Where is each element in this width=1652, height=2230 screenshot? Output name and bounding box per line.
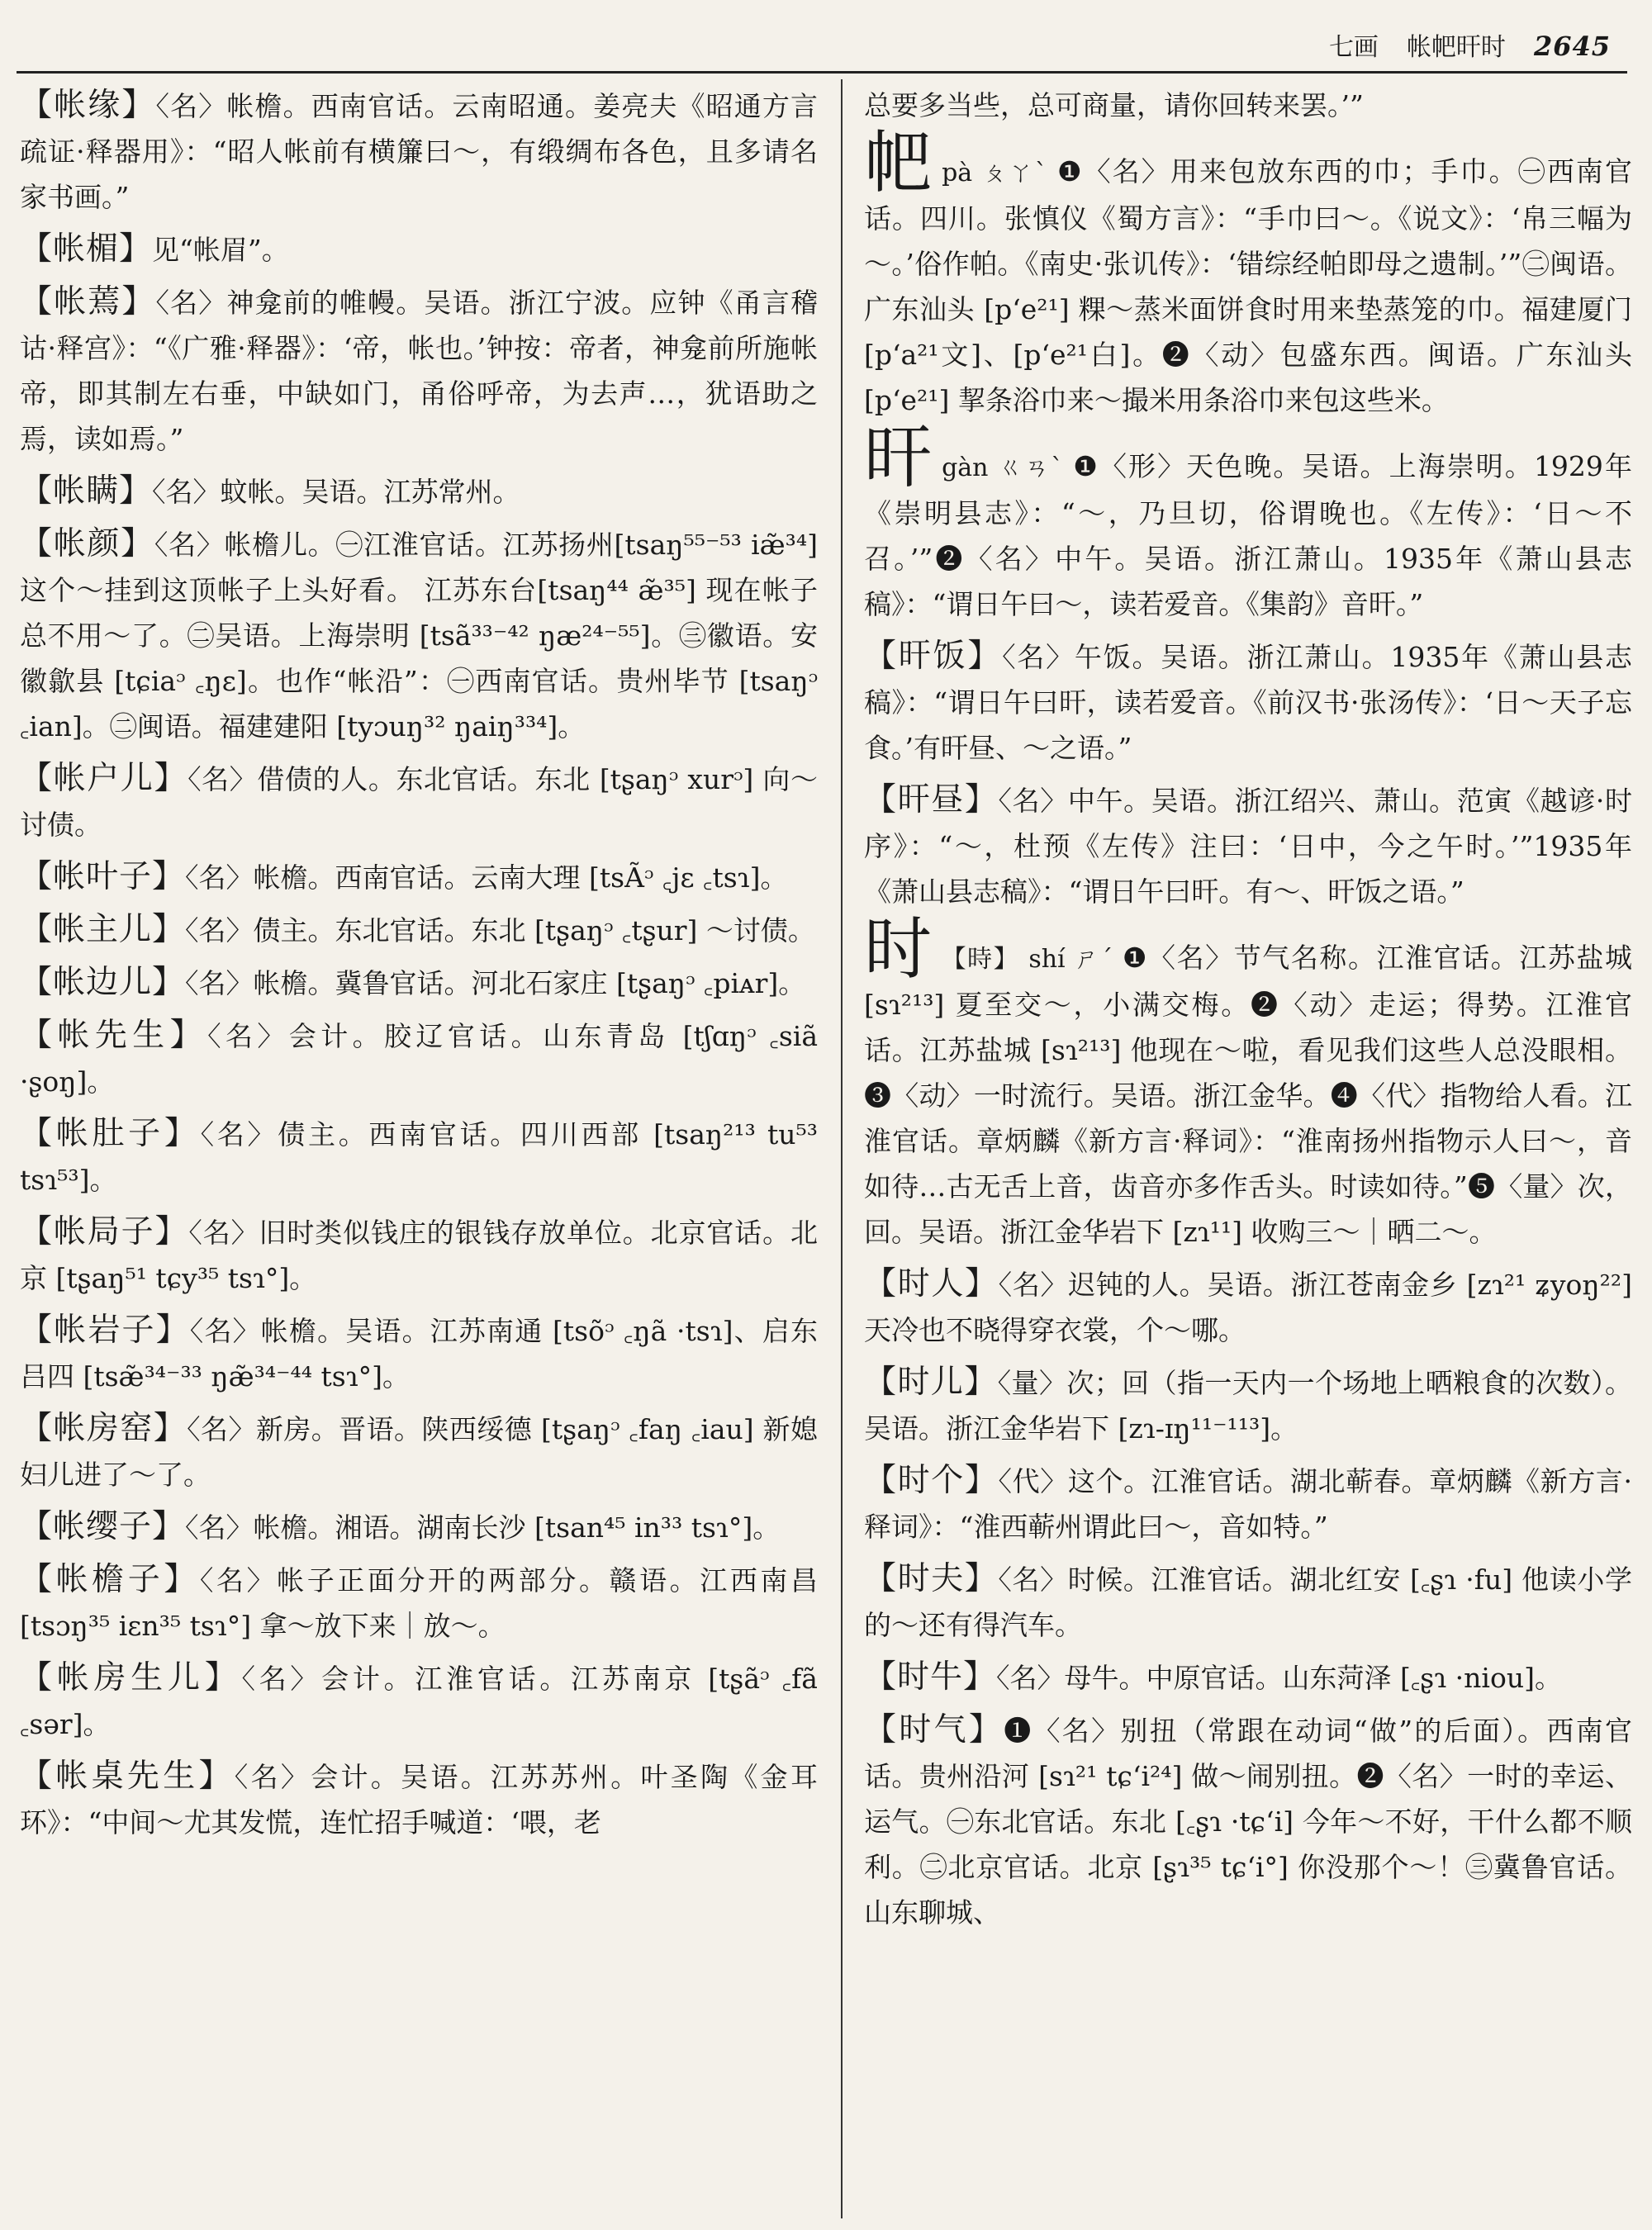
entry-headword: 【帐主儿】 xyxy=(20,911,186,948)
entry-definition: 〈名〉会计。吴语。江苏苏州。叶圣陶《金耳环》：“中间～尤其发慌，连忙招手喊道：‘喂，老 xyxy=(20,1761,818,1839)
entry-definition: 〈名〉蚊帐。吴语。江苏常州。 xyxy=(152,476,520,508)
entry-headword: 【帐局子】 xyxy=(20,1213,189,1250)
header-rule xyxy=(17,71,1627,74)
entry-headword: 【帐先生】 xyxy=(20,1017,208,1054)
entry-definition: ❶〈名〉别扭（常跟在动词“做”的后面）。西南官话。贵州沿河 [sɿ²¹ tɕ‘i²⁴] 做～闹别扭。❷〈名〉一时的幸运、运气。㊀东北官话。东北 [꜀ʂɿ ·tɕ‘i] 今年～不好，干什么都不顺利。㊁北京官话。北京 [ʂɿ³⁵ tɕ‘i°] 你没那个～！㊂冀鲁官话。山东聊城、 xyxy=(864,1715,1632,1929)
entry-definition: 〈名〉帐檐。西南官话。云南昭通。姜亮夫《昭通方言疏证·释器用》：“昭人帐前有横簾曰～，有缎绸布各色，且多请名家书画。” xyxy=(20,90,818,213)
entry-character: 帊 xyxy=(864,124,934,202)
entry-definition: ❶〈名〉用来包放东西的巾；手巾。㊀西南官话。四川。张慎仪《蜀方言》：“手巾曰～。《说文》：‘帛三幅为～。’俗作帕。《南史·张讥传》：‘错综经帕即母之遗制。’”㊁闽语。广东汕头 [p‘e²¹] 粿～蒸米面饼食时用来垫蒸笼的巾。福建厦门[p‘a²¹文]、[p‘e²¹白]。❷〈动〉包盛东西。闽语。广东汕头 [p‘e²¹] 挈条浴巾来～撮米用条浴巾来包这些米。 xyxy=(864,155,1632,416)
dictionary-entry xyxy=(864,1261,1632,1353)
header-section: 七画 xyxy=(1328,33,1379,62)
entry-definition: 〈名〉借债的人。东北官话。东北 [tʂaŋᵓ xurᵓ] 向～讨债。 xyxy=(20,763,818,841)
entry-definition: ❶〈形〉天色晚。吴语。上海崇明。1929年《崇明县志》：“～，乃旦切，俗谓晚也。《左传》：‘日～不召。’”❷〈名〉中午。吴语。浙江萧山。1935年《萧山县志稿》：“谓日午曰～，读若爱音。《集韵》音旰。” xyxy=(864,450,1632,620)
entry-definition: 〈名〉帐檐。西南官话。云南大理 [tsÃᵓ ꜀jɛ ꜀tsɿ]。 xyxy=(185,861,788,894)
entry-pinyin: 【時】 shí ㄕˊ xyxy=(941,945,1114,974)
entry-headword: 【时个】 xyxy=(864,1462,999,1499)
entry-character: 旰 xyxy=(864,419,934,497)
dictionary-entry xyxy=(864,1359,1632,1451)
dictionary-entry xyxy=(20,1307,818,1399)
entry-headword: 【帐房生儿】 xyxy=(20,1659,242,1696)
entry-character: 时 xyxy=(864,910,933,989)
entry-headword: 【帐肚子】 xyxy=(20,1115,201,1152)
entry-definition: 〈量〉次；回（指一天内一个场地上晒粮食的次数）。吴语。浙江金华岩下 [zɿ-ɪŋ¹¹⁻¹¹³]。 xyxy=(864,1367,1632,1445)
dictionary-entry xyxy=(20,1406,818,1497)
entry-headword: 【帐缨子】 xyxy=(20,1508,186,1545)
character-entry xyxy=(864,910,1632,1255)
column-divider xyxy=(841,79,843,2218)
entry-definition: 〈名〉旧时类似钱庄的银钱存放单位。北京官话。北京 [tʂaŋ⁵¹ tɕy³⁵ tsɿ°]。 xyxy=(20,1217,818,1294)
dictionary-entry xyxy=(20,854,818,900)
entry-headword: 【帐蔫】 xyxy=(20,283,156,320)
entry-definition: 〈名〉债主。西南官话。四川西部 [tsaŋ²¹³ tu⁵³ tsɿ⁵³]。 xyxy=(20,1118,818,1196)
entry-definition: ❶〈名〉节气名称。江淮官话。江苏盐城 [sɿ²¹³] 夏至交～，小满交梅。❷〈动〉走运；得势。江淮官话。江苏盐城 [sɿ²¹³] 他现在～啦，看见我们这些人总没眼相。❸〈动〉一时流行。吴语。浙江金华。❹〈代〉指物给人看。江淮官话。章炳麟《新方言·释词》：“淮南扬州指物示人曰～，音如待…古无舌上音，齿音亦多作舌头。时读如待。”❺〈量〉次，回。吴语。浙江金华岩下 [zɿ¹¹] 收购三～｜晒二～。 xyxy=(864,942,1632,1248)
entry-definition: 〈名〉午饭。吴语。浙江萧山。1935年《萧山县志稿》：“谓日午曰旰，读若爱音。《前汉书·张汤传》：‘日～天子忘食。’有旰昼、～之语。” xyxy=(864,641,1632,764)
dictionary-entry xyxy=(20,960,818,1006)
entry-definition: 〈名〉债主。东北官话。东北 [tʂaŋᵓ ꜀tʂur] ～讨债。 xyxy=(185,914,815,947)
entry-definition: 〈名〉新房。晋语。陕西绥德 [tʂaŋᵓ ꜀faŋ ꜀iau] 新媳妇儿进了～了。 xyxy=(20,1413,818,1491)
entry-headword: 【帐叶子】 xyxy=(20,858,186,895)
entry-headword: 【帐岩子】 xyxy=(20,1312,190,1349)
running-header xyxy=(1222,26,1611,68)
dictionary-entry xyxy=(20,468,818,515)
dictionary-entry xyxy=(20,1013,818,1104)
page-number: 2645 xyxy=(1533,31,1611,62)
entry-headword: 【帐楣】 xyxy=(20,230,153,268)
entry-definition: 见“帐眉”。 xyxy=(152,234,289,266)
dictionary-entry xyxy=(864,777,1632,914)
entry-definition: 〈名〉会计。胶辽官话。山东青岛 [tʃɑŋᵓ ꜀siã ·ʂoŋ]。 xyxy=(20,1020,818,1098)
dictionary-entry xyxy=(864,1458,1632,1549)
entry-headword: 【帐房窑】 xyxy=(20,1410,188,1447)
entry-definition: 〈名〉帐檐。吴语。江苏南通 [tsõᵓ ꜀ŋã ·tsɿ]、启东吕四 [tsæ̃³⁴⁻³³ ŋæ̃³⁴⁻⁴⁴ tsɿ°]。 xyxy=(20,1315,818,1393)
dictionary-entry xyxy=(20,521,818,749)
entry-headword: 【帐缘】 xyxy=(20,87,156,124)
right-column xyxy=(864,83,1632,1942)
entry-headword: 【帐檐子】 xyxy=(20,1561,200,1598)
entry-definition: 〈名〉帐子正面分开的两部分。赣语。江西南昌 [tsɔŋ³⁵ iɛn³⁵ tsɿ°] 拿～放下来｜放～。 xyxy=(20,1564,818,1642)
dictionary-entry xyxy=(864,633,1632,771)
entry-headword: 【帐桌先生】 xyxy=(20,1758,235,1795)
header-chars: 帐帊旰时 xyxy=(1406,33,1506,62)
continued-text: 总要多当些，总可商量，请你回转来罢。’” xyxy=(864,89,1364,121)
entry-pinyin: pà ㄆㄚˋ xyxy=(942,159,1049,187)
dictionary-entry xyxy=(20,756,818,847)
left-column xyxy=(20,83,818,1852)
dictionary-entry xyxy=(864,1556,1632,1648)
entry-headword: 【时儿】 xyxy=(864,1364,998,1401)
entry-definition: 〈名〉帐檐。冀鲁官话。河北石家庄 [tʂaŋᵓ ꜀piᴀr]。 xyxy=(185,967,806,999)
entry-headword: 【时牛】 xyxy=(864,1658,997,1696)
entry-definition: 〈名〉神龛前的帷幔。吴语。浙江宁波。应钟《甬言稽诂·释宫》：“《广雅·释器》：‘帝，帐也。’钟按：帝者，神龛前所施帐帝，即其制左右垂，中缺如门，甬俗呼帝，为去声…，犹语助之焉，读如焉。” xyxy=(20,287,818,455)
entry-headword: 【时人】 xyxy=(864,1265,999,1302)
entry-headword: 【旰昼】 xyxy=(864,781,999,818)
dictionary-entry xyxy=(20,1655,818,1747)
entry-headword: 【帐边儿】 xyxy=(20,964,186,1001)
dictionary-entry xyxy=(20,1557,818,1649)
dictionary-entry xyxy=(864,1654,1632,1701)
dictionary-entry xyxy=(20,1753,818,1845)
dictionary-entry xyxy=(20,279,818,462)
entry-headword: 【帐户儿】 xyxy=(20,760,188,797)
entry-definition: 〈名〉迟钝的人。吴语。浙江苍南金乡 [zɿ²¹ ʑyoŋ²²] 天冷也不晓得穿衣裳，个～哪。 xyxy=(864,1269,1632,1346)
entry-headword: 【时气】 xyxy=(864,1711,1004,1748)
entry-headword: 【帐瞒】 xyxy=(20,472,153,510)
entry-pinyin: gàn ㄍㄢˋ xyxy=(942,453,1066,482)
character-entry xyxy=(864,124,1632,423)
entry-headword: 【帐颜】 xyxy=(20,525,154,562)
entry-definition: 〈名〉帐檐儿。㊀江淮官话。江苏扬州[tsaŋ⁵⁵⁻⁵³ iæ̃³⁴] 这个～挂到这顶帐子上头好看。 江苏东台[tsaŋ⁴⁴ æ̃³⁵] 现在帐子总不用～了。㊁吴语。上海崇明 [tsã³³⁻⁴² ŋæ²⁴⁻⁵⁵]。㊂徽语。安徽歙县 [tɕiaᵓ ꜀ŋɛ]。也作“帐沿”：㊀西南官话。贵州毕节 [tsaŋᵓ ꜀ian]。㊁闽语。福建建阳 [tyɔuŋ³² ŋaiŋ³³⁴]。 xyxy=(20,529,818,743)
dictionary-entry xyxy=(20,1209,818,1301)
character-entry xyxy=(864,419,1632,627)
dictionary-entry xyxy=(20,226,818,273)
entry-headword: 【时夫】 xyxy=(864,1560,999,1597)
dictionary-entry xyxy=(20,1111,818,1203)
entry-definition: 〈名〉时候。江淮官话。湖北红安 [꜀ʂɿ ·fu] 他读小学的～还有得汽车。 xyxy=(864,1563,1632,1641)
entry-definition: 〈名〉会计。江淮官话。江苏南京 [tʂãᵓ ꜀fã ꜀sər]。 xyxy=(20,1663,818,1740)
dictionary-entry xyxy=(864,1707,1632,1935)
entry-headword: 【旰饭】 xyxy=(864,638,1003,675)
right-entries xyxy=(864,124,1632,1935)
dictionary-entry xyxy=(20,83,818,220)
entry-definition: 〈代〉这个。江淮官话。湖北蕲春。章炳麟《新方言·释词》：“淮西蕲州谓此曰～，音如特。” xyxy=(864,1465,1632,1543)
dictionary-entry xyxy=(20,907,818,953)
entry-definition: 〈名〉帐檐。湘语。湖南长沙 [tsan⁴⁵ in³³ tsɿ°]。 xyxy=(185,1511,781,1544)
entry-definition: 〈名〉中午。吴语。浙江绍兴、萧山。范寅《越谚·时序》：“～，杜预《左传》注曰：‘日中，今之午时。’”1935年《萧山县志稿》：“谓日午曰旰。有～、旰饭之语。” xyxy=(864,785,1632,908)
dictionary-entry xyxy=(20,1504,818,1550)
entry-definition: 〈名〉母牛。中原官话。山东菏泽 [꜀ʂɿ ·niou]。 xyxy=(996,1662,1562,1694)
